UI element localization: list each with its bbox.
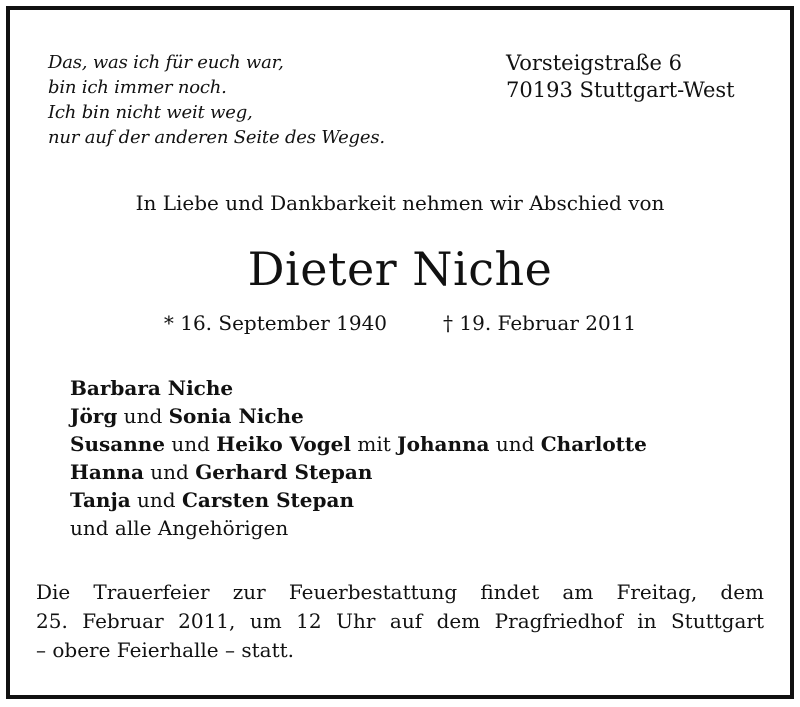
conjunction: und [117,404,169,428]
funeral-details-line: – obere Feierhalle – statt. [36,638,295,662]
verse-line: bin ich immer noch. [48,77,227,98]
mourner-line [70,374,647,402]
funeral-details [36,578,764,665]
notice-frame [6,6,794,699]
mourner-name: Susanne [70,432,166,456]
mourner-name: Hanna [70,460,144,484]
mourner-name: Johanna [397,432,490,456]
mourner-name: Charlotte [540,432,647,456]
address-block [506,50,735,104]
verse-line: Das, was ich für euch war, [48,52,284,73]
conjunction: und [130,488,182,512]
funeral-details-line: Die Trauerfeier zur Feuerbestattung findet am Freitag, dem [36,580,764,604]
memorial-verse [48,50,385,150]
mourner-name: Carsten Stepan [181,488,354,512]
conjunction: und [165,432,217,456]
conjunction: und [489,432,541,456]
mourner-name: Gerhard Stepan [195,460,373,484]
mourner-name: Jörg [70,404,118,428]
farewell-intro: In Liebe und Dankbarkeit nehmen wir Abschied von [135,191,665,215]
mourners-list [70,374,647,542]
mourner-line [70,402,647,430]
funeral-details-line: 25. Februar 2011, um 12 Uhr auf dem Pragfriedhof in Stuttgart [36,609,764,633]
verse-line: nur auf der anderen Seite des Weges. [48,127,385,148]
conjunction: mit [351,432,398,456]
mourner-line [70,458,647,486]
mourner-line [70,486,647,514]
death-date: † 19. Februar 2011 [443,311,637,335]
address-street: Vorsteigstraße 6 [506,51,682,75]
mourner-name: Sonia Niche [168,404,304,428]
mourner-name: Tanja [70,488,131,512]
mourner-name: Heiko Vogel [216,432,352,456]
mourner-name: Barbara Niche [70,376,234,400]
mourner-line [70,430,647,458]
other-relatives: und alle Angehörigen [70,516,289,540]
conjunction: und [143,460,196,484]
verse-line: Ich bin nicht weit weg, [48,102,253,123]
deceased-name: Dieter Niche [247,242,553,296]
life-dates [10,310,790,336]
address-city: 70193 Stuttgart-West [506,78,735,102]
birth-date: * 16. September 1940 [163,311,388,335]
